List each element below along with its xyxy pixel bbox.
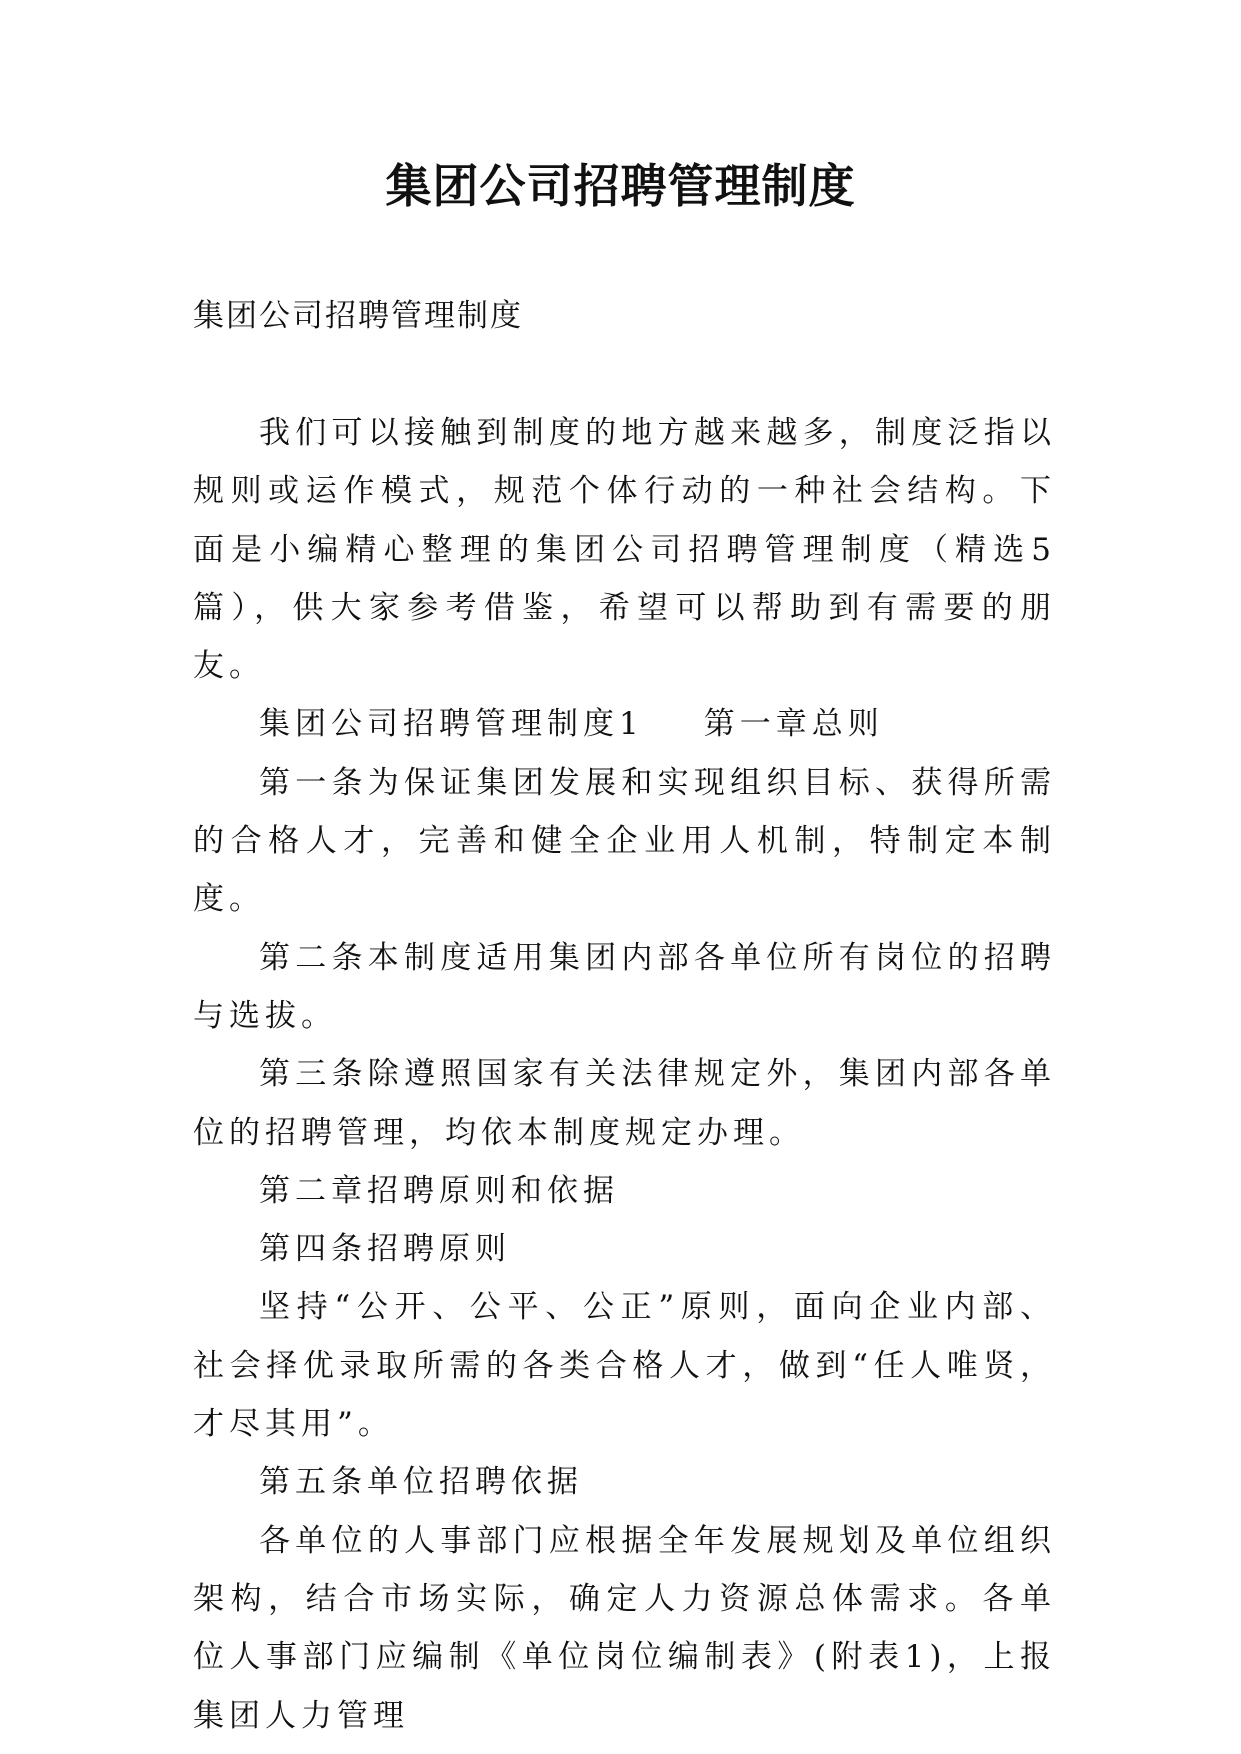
section-heading-title: 集团公司招聘管理制度1 (259, 706, 644, 743)
document-title: 集团公司招聘管理制度 (385, 159, 856, 213)
section-heading (193, 695, 1056, 753)
article-4-heading: 第四条招聘原则 (259, 1231, 511, 1268)
article-4-paragraph: 坚持“公开、公平、公正”原则，面向企业内部、社会择优录取所需的各类合格人才，做到“任人唯贤，才尽其用”。 (193, 1289, 1056, 1443)
chapter-heading: 第一章总则 (703, 706, 884, 743)
document-body (193, 404, 1056, 1745)
chapter-2-heading: 第二章招聘原则和依据 (259, 1172, 619, 1209)
article-5-heading: 第五条单位招聘依据 (259, 1464, 583, 1501)
article-5-paragraph: 各单位的人事部门应根据全年发展规划及单位组织架构，结合市场实际，确定人力资源总体需求。各单位人事部门应编制《单位岗位编制表》(附表1)，上报集团人力管理 (193, 1522, 1056, 1734)
article-2-paragraph: 第二条本制度适用集团内部各单位所有岗位的招聘与选拔。 (193, 939, 1056, 1034)
document-subtitle: 集团公司招聘管理制度 (193, 298, 523, 334)
article-3-paragraph: 第三条除遵照国家有关法律规定外，集团内部各单位的招聘管理，均依本制度规定办理。 (193, 1056, 1056, 1151)
intro-paragraph: 我们可以接触到制度的地方越来越多，制度泛指以规则或运作模式，规范个体行动的一种社会结构。下面是小编精心整理的集团公司招聘管理制度（精选5篇），供大家参考借鉴，希望可以帮助到有需要的朋友。 (193, 415, 1056, 685)
article-1-paragraph: 第一条为保证集团发展和实现组织目标、获得所需的合格人才，完善和健全企业用人机制，特制定本制度。 (193, 764, 1056, 918)
